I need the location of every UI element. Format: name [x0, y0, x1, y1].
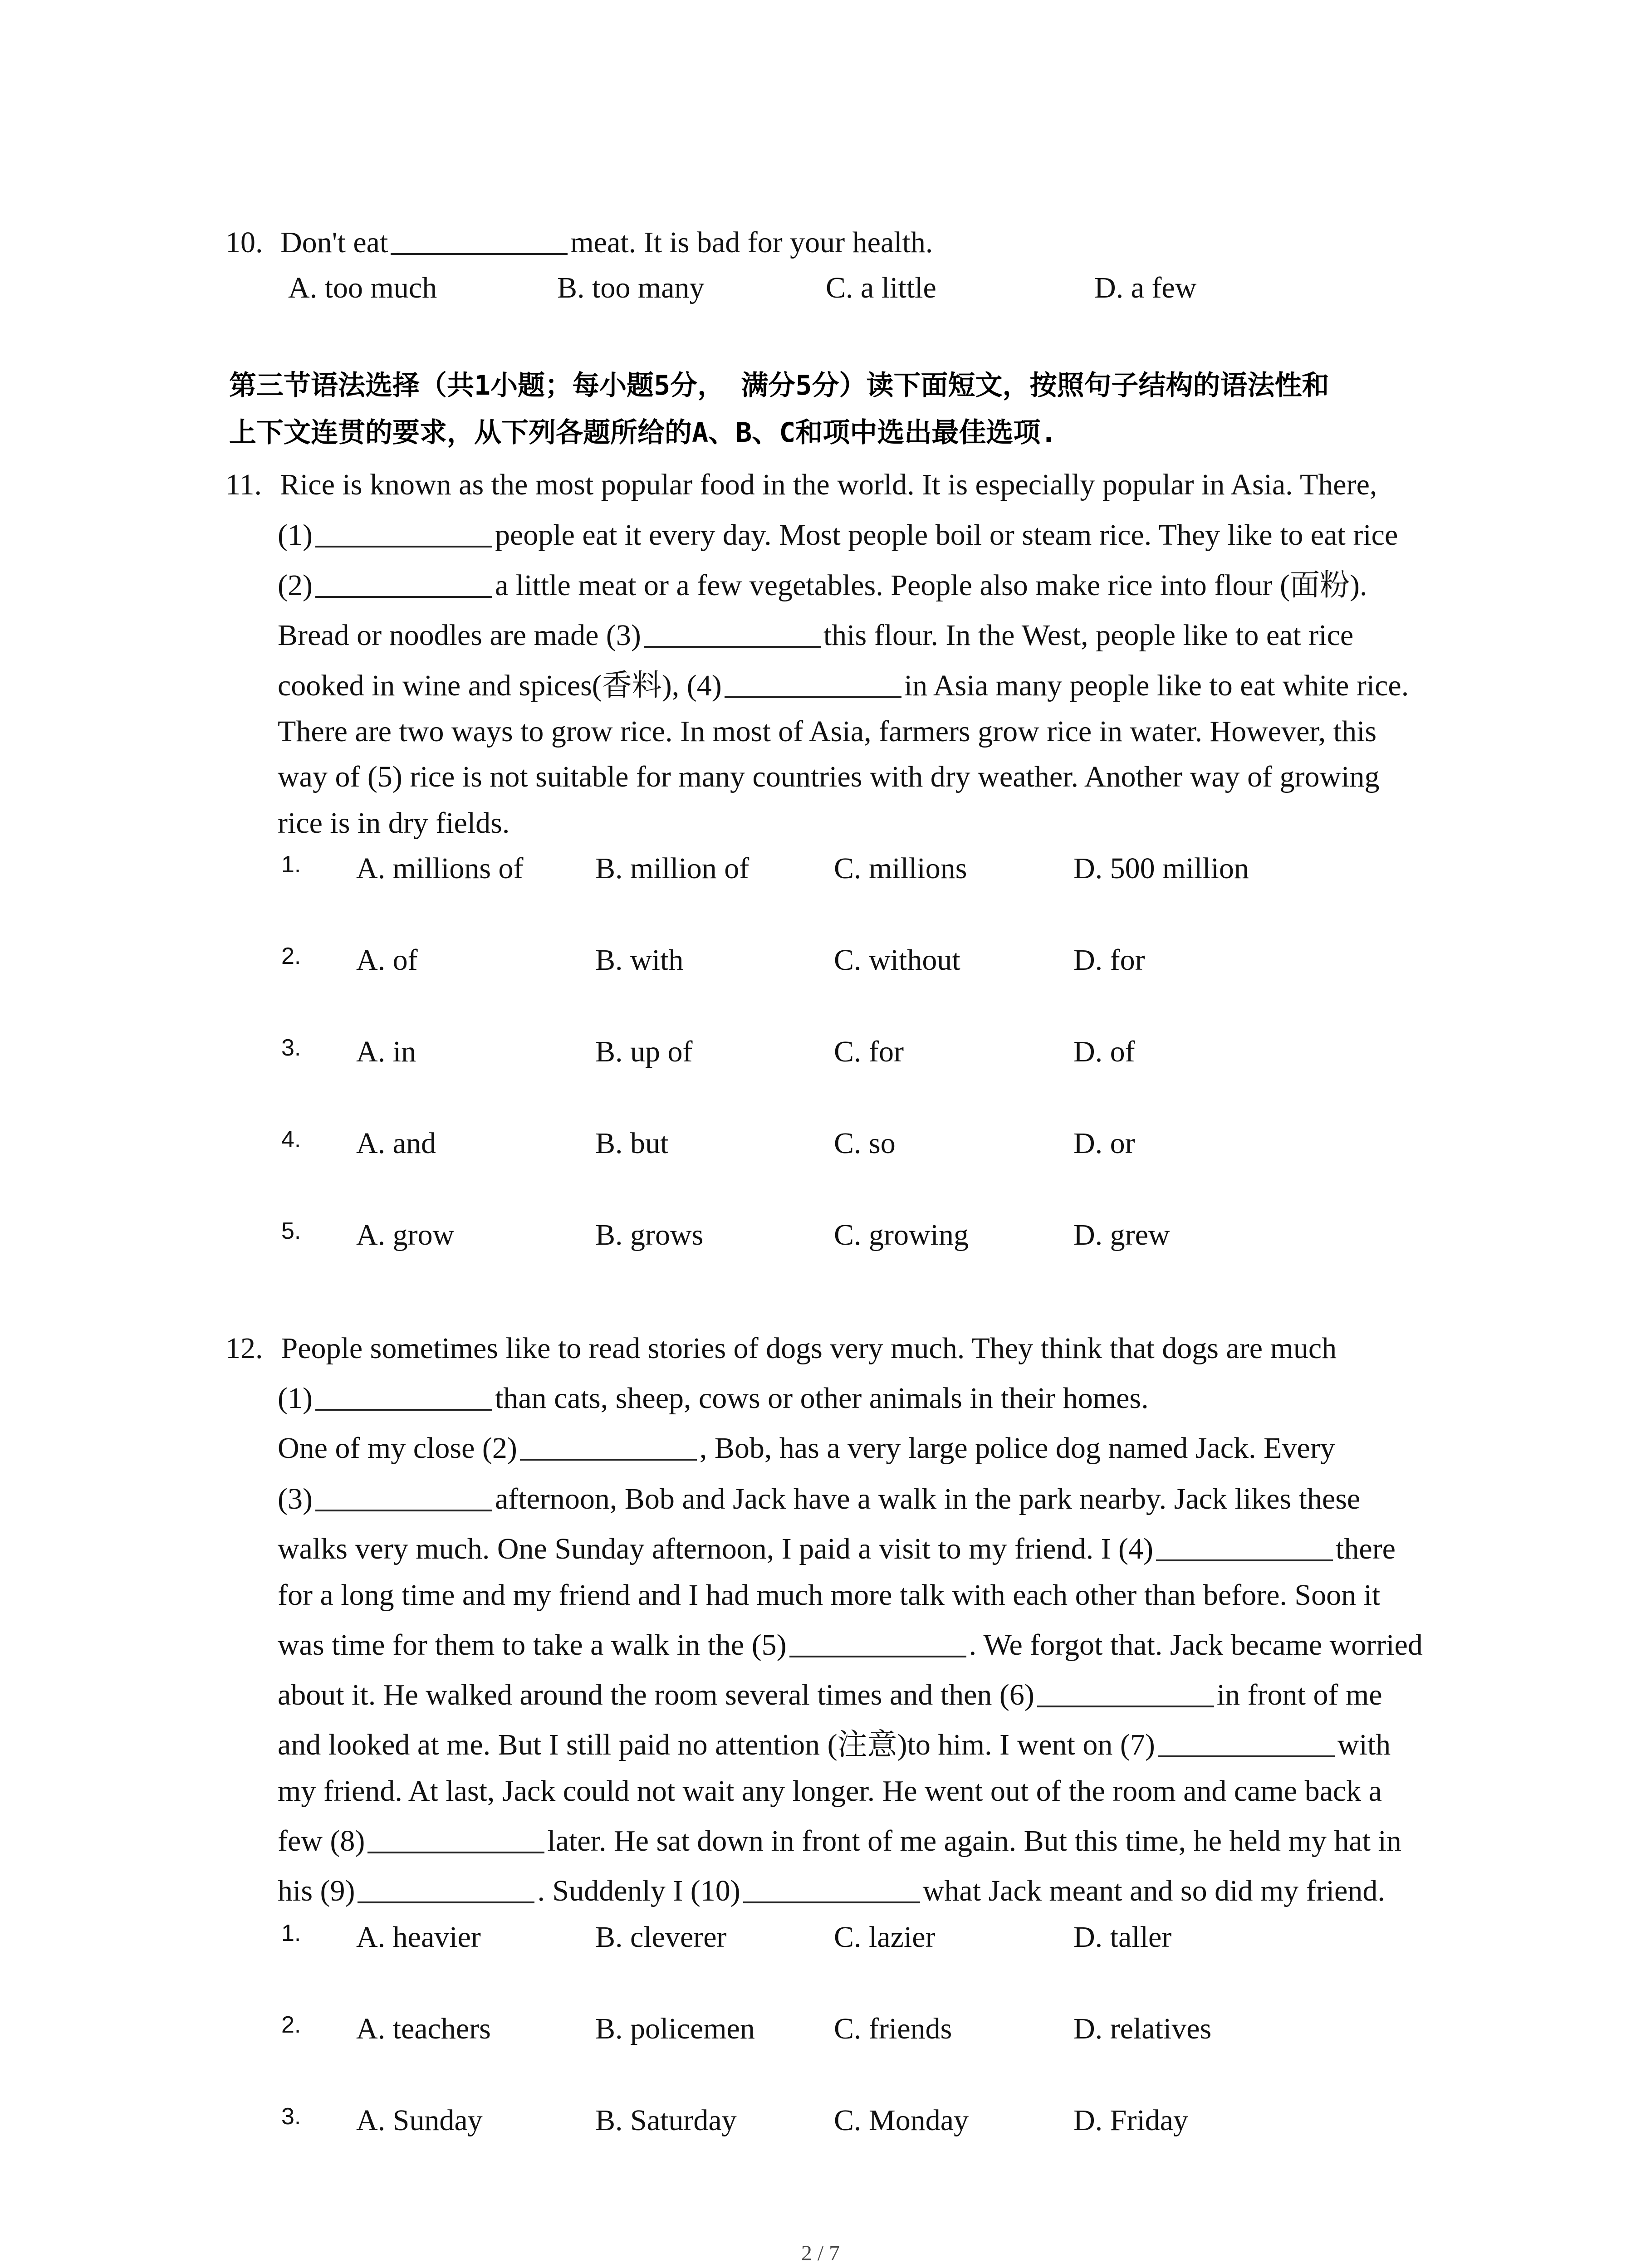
passage-text: what Jack meant and so did my friend. [922, 1874, 1385, 1907]
passage-line [278, 762, 1380, 792]
passage-text: for a long time and my friend and I had much more talk with each other than before. Soon it [278, 1579, 1381, 1612]
passage-text: There are two ways to grow rice. In most of Asia, farmers grow rice in water. However, this [278, 715, 1377, 748]
passage-text: (2) [278, 569, 313, 602]
passage-text: One of my close (2) [278, 1432, 517, 1465]
q10-stem [225, 228, 933, 258]
passage-text: afternoon, Bob and Jack have a walk in the park nearby. Jack likes these [495, 1482, 1361, 1515]
option-b[interactable]: B. up of [595, 1035, 693, 1068]
option-a[interactable]: A. teachers [356, 2012, 491, 2045]
passage-line [278, 1580, 1380, 1610]
answer-blank[interactable] [644, 645, 821, 648]
answer-blank[interactable] [789, 1655, 966, 1657]
passage-text: in front of me [1216, 1678, 1382, 1711]
passage-text: (1) [278, 518, 313, 552]
option-c[interactable]: C. millions [834, 852, 967, 885]
sub-question-number: 5. [281, 1218, 301, 1244]
passage-text: was time for them to take a walk in the (5) [278, 1628, 787, 1662]
passage-text: People sometimes like to read stories of dogs very much. They think that dogs are much [281, 1332, 1337, 1365]
option-d[interactable]: D. taller [1073, 1921, 1172, 1954]
passage-line [225, 1334, 1337, 1364]
option-d[interactable]: D. grew [1073, 1218, 1170, 1251]
passage-text: a little meat or a few vegetables. People also make rice into flour (面粉). [495, 569, 1367, 602]
passage-line [278, 671, 1409, 701]
sub-question-number: 1. [281, 1920, 301, 1946]
q10-option-a: A. too much [288, 271, 437, 304]
question-number: 11. [225, 468, 262, 501]
option-c[interactable]: C. for [834, 1035, 904, 1068]
sub-question-number: 3. [281, 1035, 301, 1061]
passage-line [278, 1534, 1396, 1564]
answer-blank[interactable] [315, 1509, 492, 1511]
passage-line [225, 470, 1377, 500]
passage-text: later. He sat down in front of me again. But this time, he held my hat in [547, 1824, 1401, 1857]
option-b[interactable]: B. Saturday [595, 2104, 737, 2137]
option-b[interactable]: B. million of [595, 852, 749, 885]
option-c[interactable]: C. lazier [834, 1921, 936, 1954]
option-c[interactable]: C. growing [834, 1218, 969, 1251]
option-b[interactable]: B. with [595, 943, 684, 977]
passage-line [278, 1776, 1382, 1806]
section-heading-line1: 第三节语法选择（共1小题；每小题5分， 满分5分）读下面短文，按照句子结构的语法性和 [229, 370, 1329, 401]
passage-text: his (9) [278, 1874, 355, 1907]
option-c[interactable]: C. friends [834, 2012, 952, 2045]
page-number: 2 / 7 [801, 2241, 840, 2265]
passage-line [278, 571, 1367, 601]
passage-text: this flour. In the West, people like to eat rice [823, 619, 1354, 652]
passage-text: about it. He walked around the room several times and then (6) [278, 1678, 1034, 1711]
option-d[interactable]: D. Friday [1073, 2104, 1188, 2137]
answer-blank[interactable] [1156, 1559, 1333, 1561]
passage-text: (3) [278, 1482, 313, 1515]
q10-stem-before: Don't eat [280, 226, 388, 259]
option-b[interactable]: B. cleverer [595, 1921, 727, 1954]
section-heading-line2: 上下文连贯的要求，从下列各题所给的A、B、C和项中选出最佳选项. [229, 417, 1057, 449]
passage-text: way of (5) rice is not suitable for many countries with dry weather. Another way of growing [278, 760, 1380, 793]
passage-line [278, 1433, 1335, 1463]
answer-blank[interactable] [1037, 1705, 1214, 1707]
passage-line [278, 520, 1398, 550]
passage-line [278, 621, 1353, 650]
passage-text: . Suddenly I (10) [537, 1874, 740, 1907]
sub-question-number: 2. [281, 943, 301, 969]
option-d[interactable]: D. or [1073, 1127, 1135, 1160]
option-a[interactable]: A. in [356, 1035, 416, 1068]
passage-line [278, 808, 509, 838]
sub-question-number: 4. [281, 1126, 301, 1153]
passage-text: cooked in wine and spices(香料), (4) [278, 669, 722, 702]
passage-line [278, 1383, 1149, 1413]
sub-question-number: 2. [281, 2012, 301, 2038]
option-c[interactable]: C. so [834, 1127, 896, 1160]
option-a[interactable]: A. heavier [356, 1921, 481, 1954]
option-a[interactable]: A. millions of [356, 852, 524, 885]
option-c[interactable]: C. Monday [834, 2104, 969, 2137]
option-d[interactable]: D. 500 million [1073, 852, 1249, 885]
answer-blank[interactable] [315, 1408, 492, 1411]
passage-line [278, 1680, 1382, 1710]
passage-text: . We forgot that. Jack became worried [969, 1628, 1423, 1662]
passage-line [278, 1484, 1360, 1514]
passage-line [278, 717, 1376, 747]
answer-blank[interactable] [315, 596, 492, 598]
passage-text: and looked at me. But I still paid no attention (注意)to him. I went on (7) [278, 1728, 1155, 1761]
q10-stem-after: meat. It is bad for your health. [570, 226, 933, 259]
passage-text: people eat it every day. Most people boil or steam rice. They like to eat rice [495, 518, 1398, 552]
answer-blank[interactable] [520, 1458, 697, 1461]
passage-text: , Bob, has a very large police dog named Jack. Every [699, 1432, 1335, 1465]
passage-text: Rice is known as the most popular food in the world. It is especially popular in Asia. There, [280, 468, 1377, 501]
answer-blank[interactable] [391, 253, 568, 255]
passage-text: than cats, sheep, cows or other animals in their homes. [495, 1382, 1149, 1415]
option-b[interactable]: B. policemen [595, 2012, 755, 2045]
q10-option-c: C. a little [826, 271, 936, 304]
option-b[interactable]: B. but [595, 1127, 669, 1160]
q10-option-d: D. a few [1094, 271, 1197, 304]
option-a[interactable]: A. Sunday [356, 2104, 483, 2137]
q10-number: 10. [225, 226, 263, 259]
sub-question-number: 3. [281, 2103, 301, 2130]
sub-question-number: 1. [281, 851, 301, 878]
passage-text: Bread or noodles are made (3) [278, 619, 641, 652]
passage-text: there [1336, 1532, 1396, 1565]
option-b[interactable]: B. grows [595, 1218, 704, 1251]
passage-line [278, 1730, 1391, 1760]
passage-line [278, 1630, 1423, 1660]
answer-blank[interactable] [358, 1901, 534, 1903]
passage-text: rice is in dry fields. [278, 807, 510, 840]
option-d[interactable]: D. for [1073, 943, 1145, 977]
option-a[interactable]: A. and [356, 1127, 436, 1160]
answer-blank[interactable] [1158, 1755, 1335, 1757]
answer-blank[interactable] [367, 1851, 544, 1853]
passage-text: with [1337, 1728, 1391, 1761]
question-number: 12. [225, 1332, 263, 1365]
answer-blank[interactable] [743, 1901, 920, 1903]
passage-text: few (8) [278, 1824, 365, 1857]
passage-text: my friend. At last, Jack could not wait any longer. He went out of the room and came back a [278, 1774, 1382, 1808]
option-d[interactable]: D. relatives [1073, 2012, 1212, 2045]
option-a[interactable]: A. grow [356, 1218, 455, 1251]
answer-blank[interactable] [725, 696, 901, 698]
option-c[interactable]: C. without [834, 943, 960, 977]
passage-line [278, 1876, 1385, 1906]
q10-option-b: B. too many [557, 271, 705, 304]
passage-text: (1) [278, 1382, 313, 1415]
answer-blank[interactable] [315, 545, 492, 547]
option-a[interactable]: A. of [356, 943, 418, 977]
passage-line [278, 1826, 1401, 1856]
option-d[interactable]: D. of [1073, 1035, 1135, 1068]
passage-text: walks very much. One Sunday afternoon, I paid a visit to my friend. I (4) [278, 1532, 1154, 1565]
passage-text: in Asia many people like to eat white rice. [904, 669, 1409, 702]
